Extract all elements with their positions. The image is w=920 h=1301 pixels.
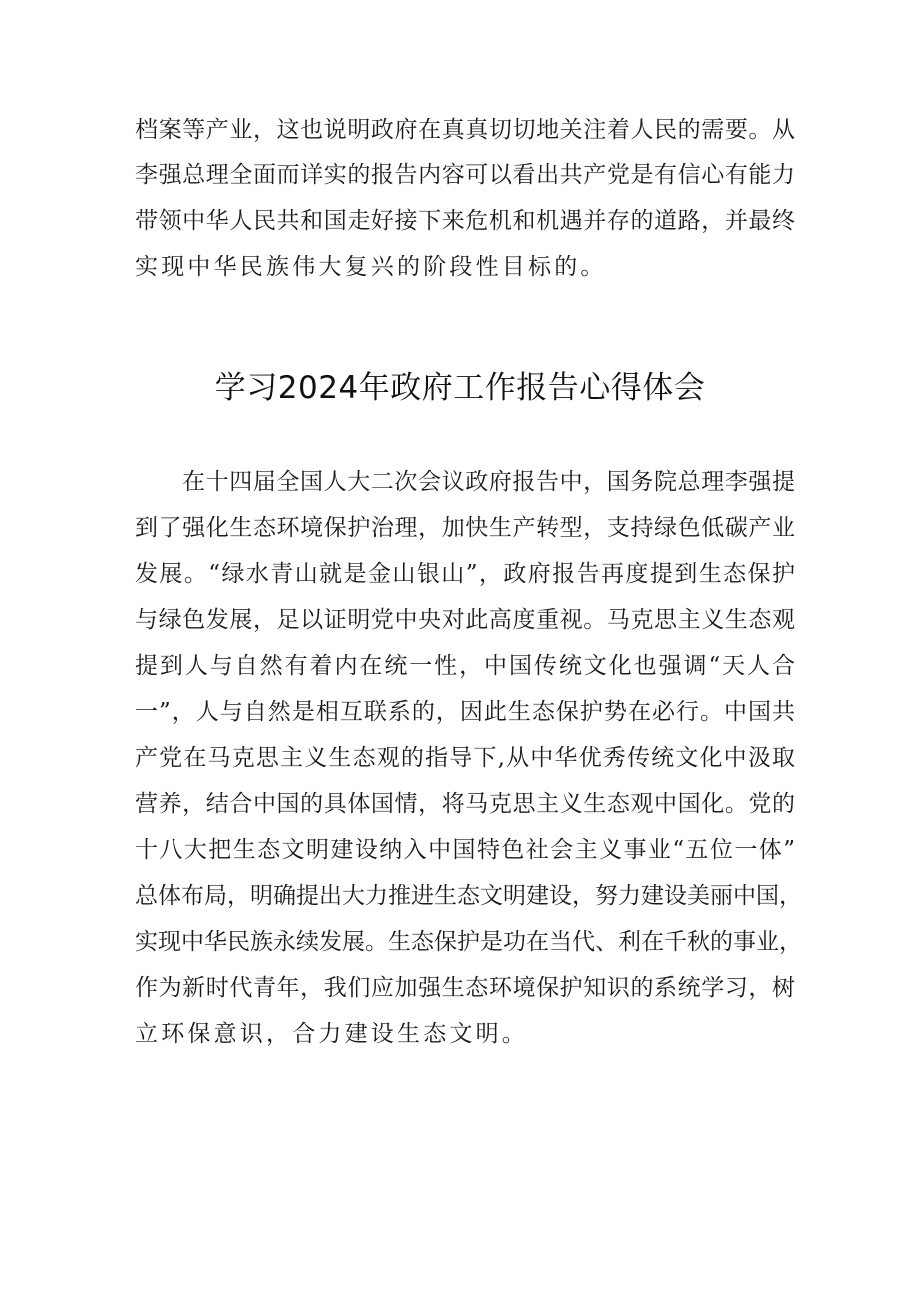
intro-line: 实现中华民族伟大复兴的阶段性目标的。 — [135, 254, 607, 280]
body-line: 与绿色发展，足以证明党中央对此高度重视。马克思主义生态观 — [135, 607, 795, 633]
body-line: 一”，人与自然是相互联系的，因此生态保护势在必行。中国共 — [135, 699, 795, 725]
intro-line: 档案等产业，这也说明政府在真真切切地关注着人民的需要。从 — [135, 117, 795, 143]
intro-line: 带领中华人民共和国走好接下来危机和机遇并存的道路，并最终 — [135, 208, 795, 234]
body-line: 十八大把生态文明建设纳入中国特色社会主义事业“五位一体” — [135, 837, 795, 863]
intro-line: 李强总理全面而详实的报告内容可以看出共产党是有信心有能力 — [135, 162, 795, 188]
body-line: 立环保意识，合力建设生态文明。 — [135, 1021, 528, 1047]
body-line: 作为新时代青年，我们应加强生态环境保护知识的系统学习，树 — [135, 975, 795, 1001]
body-line: 营养，结合中国的具体国情，将马克思主义生态观中国化。党的 — [135, 791, 795, 817]
body-line: 发展。“绿水青山就是金山银山”，政府报告再度提到生态保护 — [135, 561, 795, 587]
body-line: 在十四届全国人大二次会议政府报告中，国务院总理李强提 — [182, 469, 795, 495]
body-line: 到了强化生态环境保护治理，加快生产转型，支持绿色低碳产业 — [135, 515, 795, 541]
document-title: 学习2024年政府工作报告心得体会 — [214, 370, 706, 406]
body-line: 产党在马克思主义生态观的指导下,从中华优秀传统文化中汲取 — [135, 745, 795, 771]
body-line: 总体布局，明确提出大力推进生态文明建设，努力建设美丽中国， — [135, 883, 802, 909]
body-line: 实现中华民族永续发展。生态保护是功在当代、利在千秋的事业， — [135, 929, 802, 955]
body-line: 提到人与自然有着内在统一性，中国传统文化也强调“天人合 — [135, 653, 795, 679]
